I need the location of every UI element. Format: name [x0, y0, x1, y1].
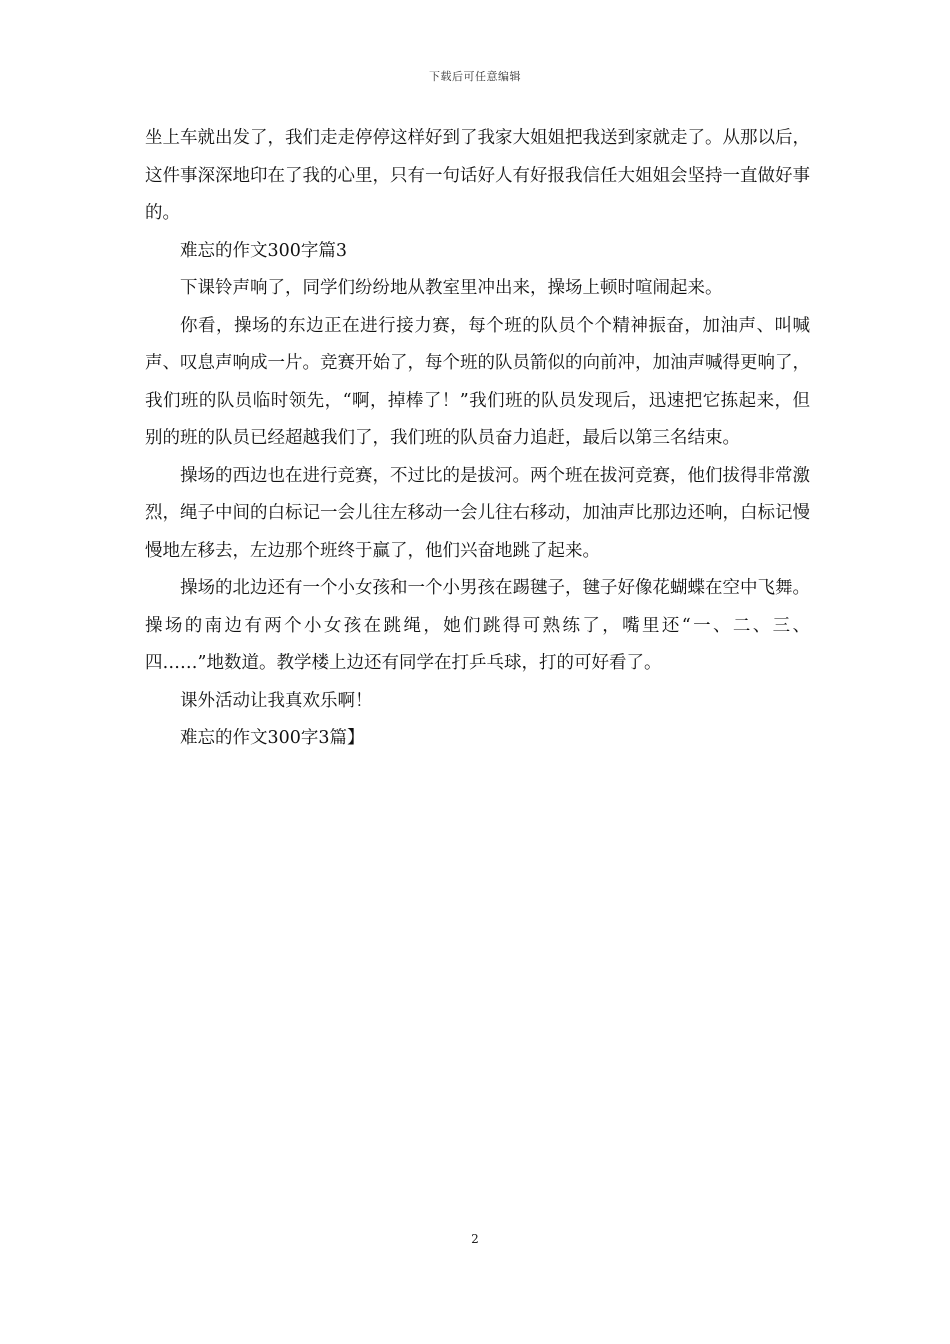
page-number: 2	[471, 1232, 479, 1246]
section-heading: 难忘的作文300字篇3	[180, 240, 348, 261]
paragraph-5: 操场的北边还有一个小女孩和一个小男孩在踢毽子，毽子好像花蝴蝶在空中飞舞。操场的南边有两个小女孩在跳绳，她们跳得可熟练了，嘴里还“一、二、三、四……”地数道。教学楼上边还有同学在打乒乓球，打的可好看了。	[145, 578, 810, 673]
paragraph-3: 你看，操场的东边正在进行接力赛，每个班的队员个个精神振奋，加油声、叫喊声、叹息声响成一片。竞赛开始了，每个班的队员箭似的向前冲，加油声喊得更响了，我们班的队员临时领先，“啊，掉棒了！”我们班的队员发现后，迅速把它拣起来，但别的班的队员已经超越我们了，我们班的队员奋力追赶，最后以第三名结束。	[145, 315, 810, 448]
paragraph-4: 操场的西边也在进行竞赛，不过比的是拔河。两个班在拔河竞赛，他们拔得非常激烈，绳子中间的白标记一会儿往左移动一会儿往右移动，加油声比那边还响，白标记慢慢地左移去，左边那个班终于赢了，他们兴奋地跳了起来。	[145, 465, 810, 561]
paragraph-2: 下课铃声响了，同学们纷纷地从教室里冲出来，操场上顿时喧闹起来。	[180, 278, 723, 298]
document-body	[145, 120, 810, 758]
paragraph-1: 坐上车就出发了，我们走走停停这样好到了我家大姐姐把我送到家就走了。从那以后，这件事深深地印在了我的心里，只有一句话好人有好报我信任大姐姐会坚持一直做好事的。	[145, 128, 810, 223]
closing-line: 难忘的作文300字3篇】	[180, 728, 365, 748]
paragraph-6: 课外活动让我真欢乐啊！	[180, 690, 373, 711]
page-header: 下载后可任意编辑	[429, 70, 521, 83]
